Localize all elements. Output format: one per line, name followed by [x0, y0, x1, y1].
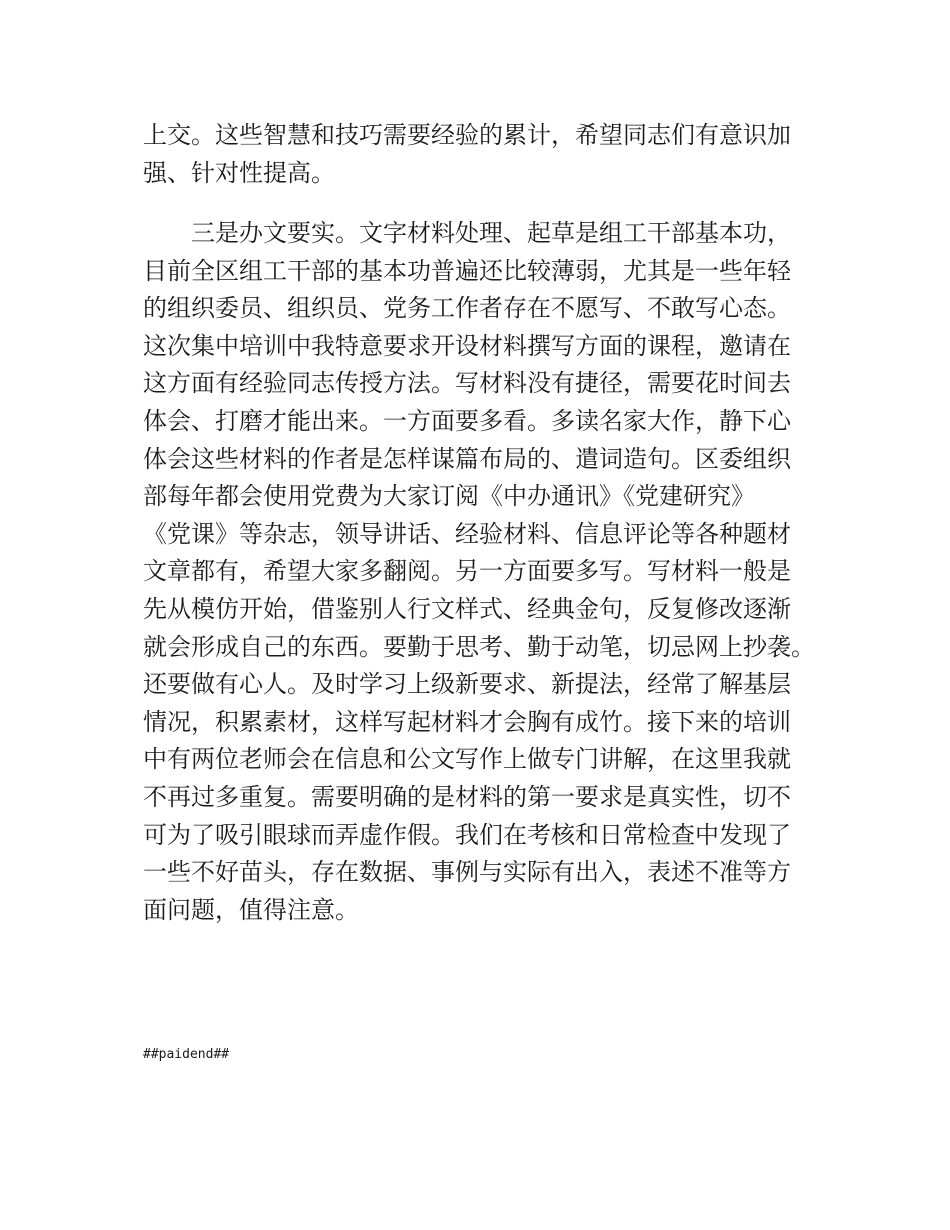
- text-line: 部每年都会使用党费为大家订阅《中办通讯》《党建研究》: [143, 482, 755, 511]
- text-line: 中有两位老师会在信息和公文写作上做专门讲解，在这里我就: [143, 745, 791, 774]
- text-line: 上交。这些智慧和技巧需要经验的累计，希望同志们有意识加: [143, 121, 791, 149]
- text-line: 还要做有心人。及时学习上级新要求、新提法，经常了解基层: [143, 670, 791, 699]
- text-line: 这次集中培训中我特意要求开设材料撰写方面的课程，邀请在: [143, 331, 791, 360]
- text-line: 不再过多重复。需要明确的是材料的第一要求是真实性，切不: [143, 782, 791, 811]
- text-line: 强、针对性提高。: [143, 158, 335, 187]
- paragraph-continuation: [143, 117, 817, 192]
- text-line: 一些不好苗头，存在数据、事例与实际有出入，表述不准等方: [143, 858, 791, 887]
- text-line: 的组织委员、组织员、党务工作者存在不愿写、不敢写心态。: [143, 294, 791, 323]
- text-line: 体会这些材料的作者是怎样谋篇布局的、遣词造句。区委组织: [143, 444, 791, 473]
- text-line: 先从模仿开始，借鉴别人行文样式、经典金句，反复修改逐渐: [143, 594, 791, 623]
- text-line: 面问题，值得注意。: [143, 895, 359, 924]
- paragraph-writing-practice: [143, 215, 817, 929]
- text-line: 《党课》等杂志，领导讲话、经验材料、信息评论等各种题材: [143, 519, 791, 548]
- end-marker: ##paidend##: [143, 1047, 230, 1062]
- text-line: 体会、打磨才能出来。一方面要多看。多读名家大作，静下心: [143, 406, 791, 435]
- text-line: 目前全区组工干部的基本功普遍还比较薄弱，尤其是一些年轻: [143, 256, 791, 285]
- text-line-first-indented: 三是办文要实。文字材料处理、起草是组工干部基本功，: [191, 219, 791, 247]
- text-line: 文章都有，希望大家多翻阅。另一方面要多写。写材料一般是: [143, 557, 791, 586]
- text-line: 这方面有经验同志传授方法。写材料没有捷径，需要花时间去: [143, 369, 791, 398]
- text-line: 就会形成自己的东西。要勤于思考、勤于动笔，切忌网上抄袭。: [143, 632, 815, 661]
- text-line: 情况，积累素材，这样写起材料才会胸有成竹。接下来的培训: [143, 707, 791, 736]
- text-line: 可为了吸引眼球而弄虚作假。我们在考核和日常检查中发现了: [143, 820, 791, 849]
